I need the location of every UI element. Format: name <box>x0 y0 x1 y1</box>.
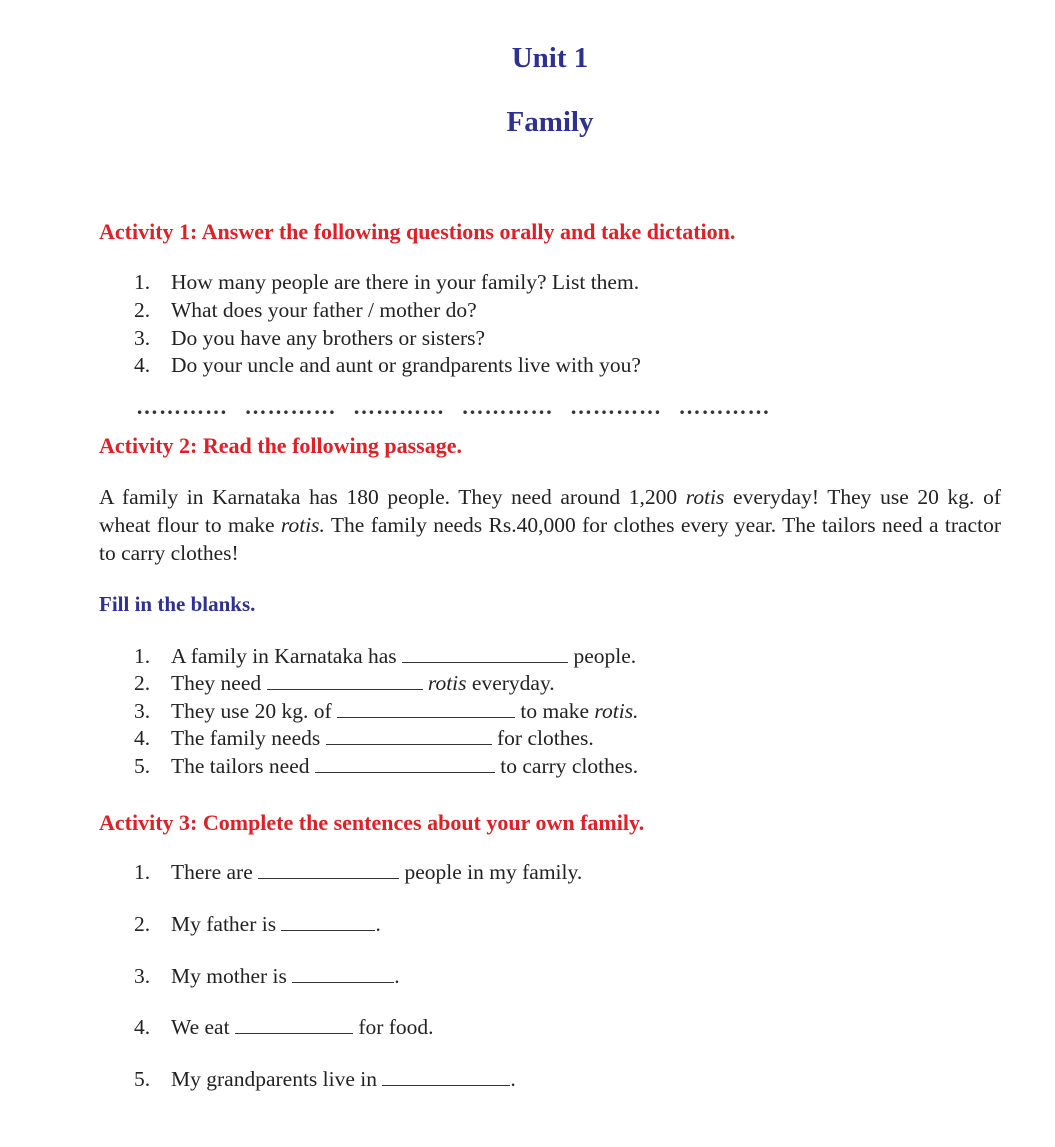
blank-number: 4. <box>134 726 151 750</box>
question-item <box>134 353 641 378</box>
answer-blank[interactable] <box>235 1018 353 1034</box>
blank-suffix: to make <box>520 699 595 723</box>
question-item <box>134 298 477 323</box>
blank-prefix: A family in Karnataka has <box>171 644 397 668</box>
sentence-prefix: There are <box>171 860 253 884</box>
sentence-item <box>134 1067 516 1092</box>
unit-title: Unit 1 <box>511 42 589 74</box>
answer-blank[interactable] <box>337 702 515 718</box>
passage-italic: rotis. <box>280 513 325 537</box>
question-number: 1. <box>134 270 151 294</box>
answer-blank[interactable] <box>315 757 495 773</box>
passage-italic: rotis <box>685 485 725 509</box>
fill-blank-item <box>134 754 638 779</box>
activity1-heading: Activity 1: Answer the following questions orally and take dictation. <box>99 219 736 244</box>
passage-text: A family in Karnataka has 180 people. They need around 1,200 <box>99 485 686 509</box>
answer-blank[interactable] <box>281 915 375 931</box>
reading-passage <box>99 483 1001 567</box>
sentence-prefix: My grandparents live in <box>171 1067 377 1091</box>
sentence-prefix: My father is <box>171 912 277 936</box>
activity3-heading: Activity 3: Complete the sentences about your own family. <box>99 810 645 835</box>
answer-blank[interactable] <box>267 674 423 690</box>
blank-suffix-italic: rotis <box>427 671 467 695</box>
sentence-suffix: . <box>394 964 400 988</box>
answer-blank[interactable] <box>292 967 394 983</box>
blank-prefix: They need <box>171 671 262 695</box>
sentence-item <box>134 1015 434 1040</box>
question-text: Do you have any brothers or sisters? <box>171 326 486 350</box>
question-item <box>134 270 639 295</box>
sentence-suffix: for food. <box>358 1015 434 1039</box>
fill-blank-item <box>134 726 594 751</box>
blank-suffix: people. <box>573 644 637 668</box>
question-text: What does your father / mother do? <box>171 298 477 322</box>
blank-suffix: everyday. <box>466 671 555 695</box>
sentence-number: 4. <box>134 1015 151 1039</box>
answer-blank[interactable] <box>258 863 399 879</box>
answer-blank[interactable] <box>402 647 568 663</box>
fill-blank-item <box>134 699 638 724</box>
blank-prefix: The tailors need <box>171 754 310 778</box>
question-number: 2. <box>134 298 151 322</box>
question-number: 4. <box>134 353 151 377</box>
sentence-suffix: . <box>375 912 381 936</box>
blank-suffix-italic: rotis. <box>594 699 639 723</box>
blank-prefix: They use 20 kg. of <box>171 699 332 723</box>
question-number: 3. <box>134 326 151 350</box>
sentence-suffix: . <box>510 1067 516 1091</box>
dictation-dotted-line: ………… ………… ………… ………… ………… ………… <box>136 394 771 419</box>
activity2-heading: Activity 2: Read the following passage. <box>99 433 462 458</box>
question-item <box>134 326 485 351</box>
sentence-number: 3. <box>134 964 151 988</box>
sentence-suffix: people in my family. <box>404 860 583 884</box>
fill-blanks-heading: Fill in the blanks. <box>99 592 256 616</box>
fill-blank-item <box>134 671 555 696</box>
sentence-prefix: We eat <box>171 1015 230 1039</box>
blank-suffix: for clothes. <box>497 726 594 750</box>
passage-text: The family needs Rs.40,000 for clothes every year. The tailors need a tractor to carry clothes! <box>99 513 1001 565</box>
passage-text: everyday! They use 20 kg. of wheat flour to make <box>99 485 1001 537</box>
blank-number: 1. <box>134 644 151 668</box>
question-text: Do your uncle and aunt or grandparents live with you? <box>171 353 641 377</box>
blank-number: 5. <box>134 754 151 778</box>
sentence-item <box>134 912 381 937</box>
blank-suffix: to carry clothes. <box>500 754 639 778</box>
sentence-prefix: My mother is <box>171 964 287 988</box>
blank-prefix: The family needs <box>171 726 321 750</box>
question-text: How many people are there in your family? List them. <box>171 270 640 294</box>
answer-blank[interactable] <box>326 729 492 745</box>
sentence-item <box>134 860 582 885</box>
sentence-number: 2. <box>134 912 151 936</box>
sentence-item <box>134 964 400 989</box>
unit-subtitle: Family <box>506 106 594 138</box>
fill-blank-item <box>134 644 636 669</box>
blank-number: 3. <box>134 699 151 723</box>
sentence-number: 1. <box>134 860 151 884</box>
sentence-number: 5. <box>134 1067 151 1091</box>
blank-number: 2. <box>134 671 151 695</box>
answer-blank[interactable] <box>382 1070 510 1086</box>
